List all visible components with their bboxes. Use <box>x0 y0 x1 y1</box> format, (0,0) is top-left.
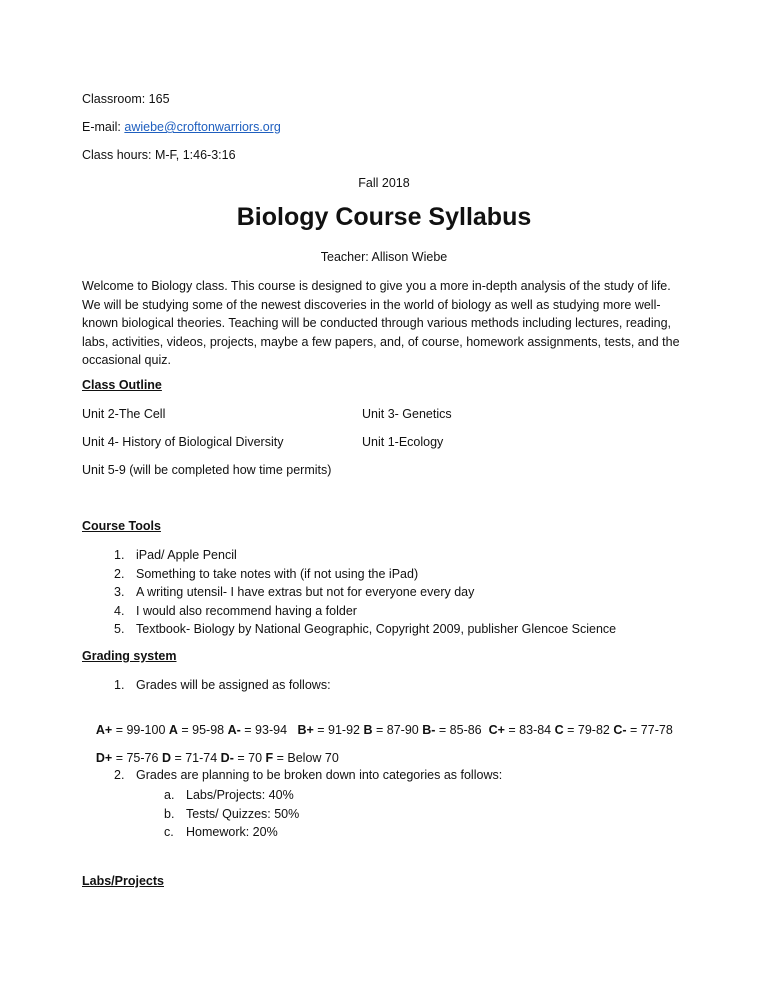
email-line <box>82 120 281 134</box>
grade-scale-line-2: D+ = 75-76 D = 71-74 D- = 70 F = Below 70 <box>95 751 339 765</box>
email-link[interactable]: awiebe@croftonwarriors.org <box>124 120 281 134</box>
term-line: Fall 2018 <box>358 176 410 190</box>
list-item: 4. I would also recommend having a folder <box>114 603 357 618</box>
unit-item: Unit 3- Genetics <box>362 407 452 421</box>
class-hours-line: Class hours: M-F, 1:46-3:16 <box>82 148 236 162</box>
grading-system-heading: Grading system <box>82 649 177 663</box>
grade-scale-line-1: A+ = 99-100 A = 95-98 A- = 93-94 B+ = 91-92 B = 87-90 B- = 85-86 C+ = 83-84 C = 79-82 C- = 77-78 <box>95 723 673 737</box>
intro-paragraph: Welcome to Biology class. This course is designed to give you a more in-depth analysis of the study of life. We will be studying some of the newest discoveries in the world of biology as well as studying more well-known biological theories. Teaching will be conducted through various methods including lectures, reading, labs, activities, videos, projects, maybe a few papers, and, of course, homework assignments, tests, and the occasional quiz. <box>82 279 680 367</box>
list-item: 2. Something to take notes with (if not using the iPad) <box>114 566 419 581</box>
list-item: 5. Textbook- Biology by National Geographic, Copyright 2009, publisher Glencoe Science <box>114 622 617 636</box>
grading-item-2: 2. Grades are planning to be broken down into categories as follows: <box>114 768 503 782</box>
list-item: a. Labs/Projects: 40% <box>164 788 294 802</box>
teacher-line: Teacher: Allison Wiebe <box>320 250 448 264</box>
unit-item: Unit 2-The Cell <box>82 407 166 421</box>
list-item: c. Homework: 20% <box>164 825 278 839</box>
list-item: b. Tests/ Quizzes: 50% <box>164 806 300 821</box>
classroom-line: Classroom: 165 <box>82 92 170 106</box>
unit-item: Unit 4- History of Biological Diversity <box>82 435 284 449</box>
course-tools-list <box>114 546 616 639</box>
course-tools-heading: Course Tools <box>82 519 161 533</box>
list-item: 3. A writing utensil- I have extras but not for everyone every day <box>114 585 475 599</box>
email-label: E-mail: <box>82 120 125 134</box>
grade-categories-list <box>164 786 299 842</box>
unit-item: Unit 5-9 (will be completed how time permits) <box>82 463 332 477</box>
grading-item-1: 1. Grades will be assigned as follows: <box>114 678 331 692</box>
page-title: Biology Course Syllabus <box>236 203 532 231</box>
class-outline-heading: Class Outline <box>82 378 162 392</box>
list-item: 1. iPad/ Apple Pencil <box>114 548 237 562</box>
labs-projects-heading: Labs/Projects <box>82 874 164 888</box>
unit-item: Unit 1-Ecology <box>362 435 444 449</box>
